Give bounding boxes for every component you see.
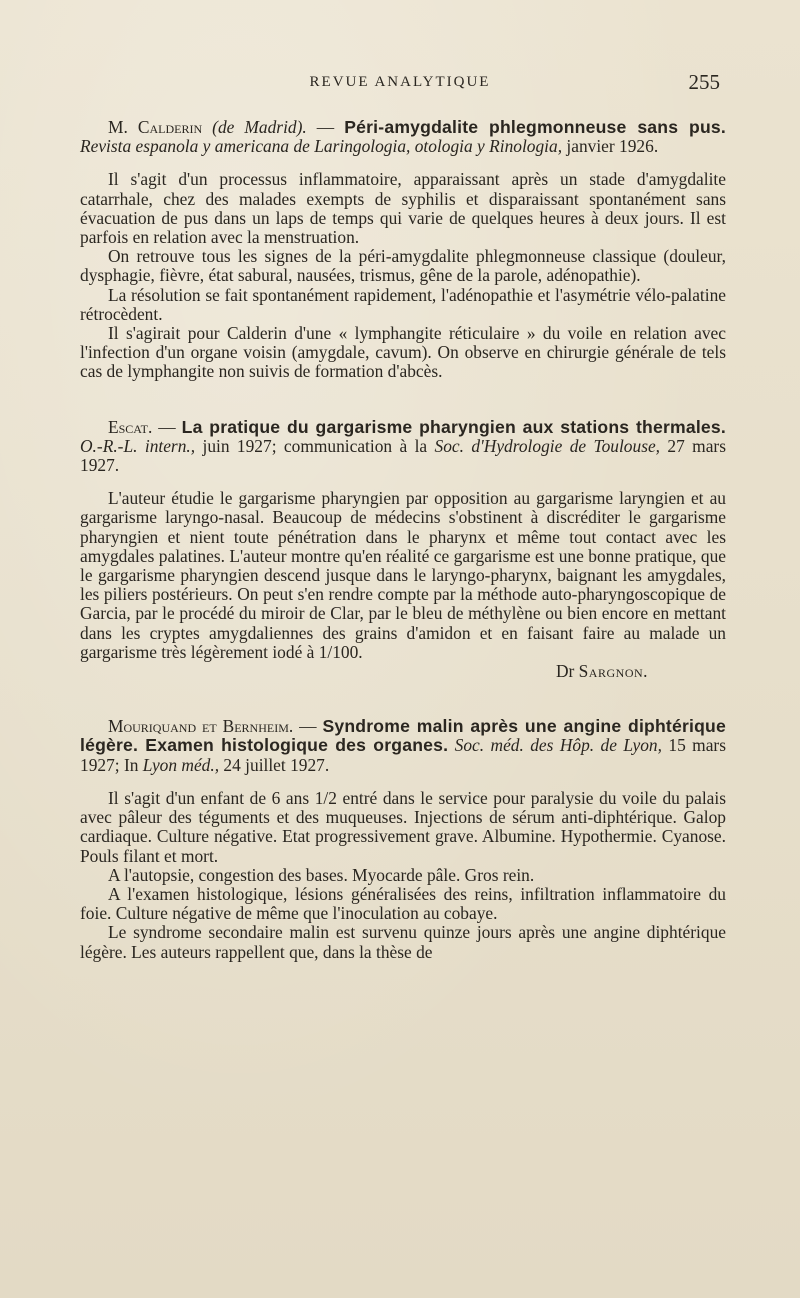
paragraph: On retrouve tous les signes de la péri-amygdalite phlegmonneuse classique (douleur, dysphagie, fièvre, état sabural, nausées, trismus, gêne de la parole, adénopathie). [80, 246, 726, 286]
paragraph: L'auteur étudie le gargarisme pharyngien par opposition au gargarisme laryngien et au gargarisme laryngo-nasal. Beaucoup de médecins s'obstinent à discréditer le gargarisme pharyngien et nient toute pénétration dans le pharynx et même tout contact avec les amygdales palatines. L'auteur montre qu'en réalité ce gargarisme est une bonne pratique, que le gargarisme pharyngien descend jusque dans le laryngo-pharynx, baignant les amygdales, les piliers postérieurs. On peut s'en rendre compte par la méthode auto-pharyngoscopique de Garcia, par le procédé du miroir de Clar, par le bleu de méthylène ou bien encore en mettant dans les cryptes amygdaliennes des grains d'amidon et en faisant faire au malade un gargarisme très légèrement iodé à 1/100. [80, 488, 726, 662]
entry-journal-secondary: Lyon méd., [142, 754, 220, 775]
entry-heading-mouriquand [80, 717, 726, 775]
signature-name: Sargnon. [578, 661, 648, 682]
paragraph: Le syndrome secondaire malin est survenu quinze jours après une angine diphtérique légère. Les auteurs rappellent que, dans la thèse de [80, 922, 726, 962]
entry-date: janvier 1926. [562, 136, 659, 157]
entry-date: 15 mars 1927; In [80, 735, 726, 775]
page-number: 255 [688, 70, 720, 94]
entry-date-secondary: 27 mars 1927. [80, 435, 726, 476]
paragraph: A l'autopsie, congestion des bases. Myocarde pâle. Gros rein. [108, 864, 535, 885]
entry-title: La pratique du gargarisme pharyngien aux stations thermales. [181, 416, 726, 437]
signature-prefix: Dr [555, 661, 579, 682]
entry-title: Syndrome malin après une angine diphtérique légère. Examen histologique des organes. [80, 716, 726, 756]
paragraph: Il s'agirait pour Calderin d'une « lymphangite réticulaire » du voile en relation avec l'infection d'un organe voisin (amygdale, cavum). On observe en chirurgie générale de tels cas de lymphangite non suivis de formation d'abcès. [80, 323, 726, 382]
running-title: REVUE ANALYTIQUE [309, 74, 491, 90]
entry-dash: — [306, 117, 345, 137]
entry-date-secondary: 24 juillet 1927. [219, 754, 330, 775]
paragraph: La résolution se fait spontanément rapidement, l'adénopathie et l'asymétrie vélo-palatine rétrocèdent. [80, 284, 726, 324]
running-head [80, 70, 720, 96]
entry-dash: — [293, 716, 323, 737]
entry-authors: Escat. [108, 416, 153, 437]
entry-title: Péri-amygdalite phlegmonneuse sans pus. [344, 117, 726, 137]
entry-heading-escat [80, 418, 726, 476]
entry-dash: — [152, 416, 182, 437]
entry-journal-secondary: Soc. d'Hydrologie de Toulouse, [434, 435, 661, 456]
article-column [80, 118, 726, 962]
entry-authors: Mouriquand et Bernheim. [108, 716, 294, 737]
entry-journal: O.-R.-L. intern., [80, 435, 196, 456]
entry-date: juin 1927; communication à la [195, 435, 435, 456]
entry-journal: Soc. méd. des Hôp. de Lyon, [454, 735, 662, 756]
paragraph: Il s'agit d'un processus inflammatoire, apparaissant après un stade d'amygdalite catarrhale, chez des malades exempts de syphilis et disparaissant spontanément sans évacuation de pus dans un laps de temps qui varie de quelques heures à deux jours. Il est parfois en relation avec la menstruation. [80, 169, 726, 248]
entry-origin: (de Madrid). [212, 117, 307, 137]
paragraph: A l'examen histologique, lésions généralisées des reins, infiltration inflammatoire du foie. Culture négative de même que l'inoculation au cobaye. [80, 883, 726, 924]
entry-authors: M. Calderin [108, 117, 203, 137]
paragraph: Il s'agit d'un enfant de 6 ans 1/2 entré dans le service pour paralysie du voile du palais avec pâleur des téguments et des muqueuses. Injections de sérum anti-diphtérique. Galop cardiaque. Culture négative. Etat progressivement grave. Albumine. Hypothermie. Cyanose. Pouls filant et mort. [80, 787, 726, 866]
entry-heading-calderin [80, 118, 726, 156]
signature [80, 662, 726, 681]
entry-journal: Revista espanola y americana de Laringologia, otologia y Rinologia, [80, 136, 563, 157]
